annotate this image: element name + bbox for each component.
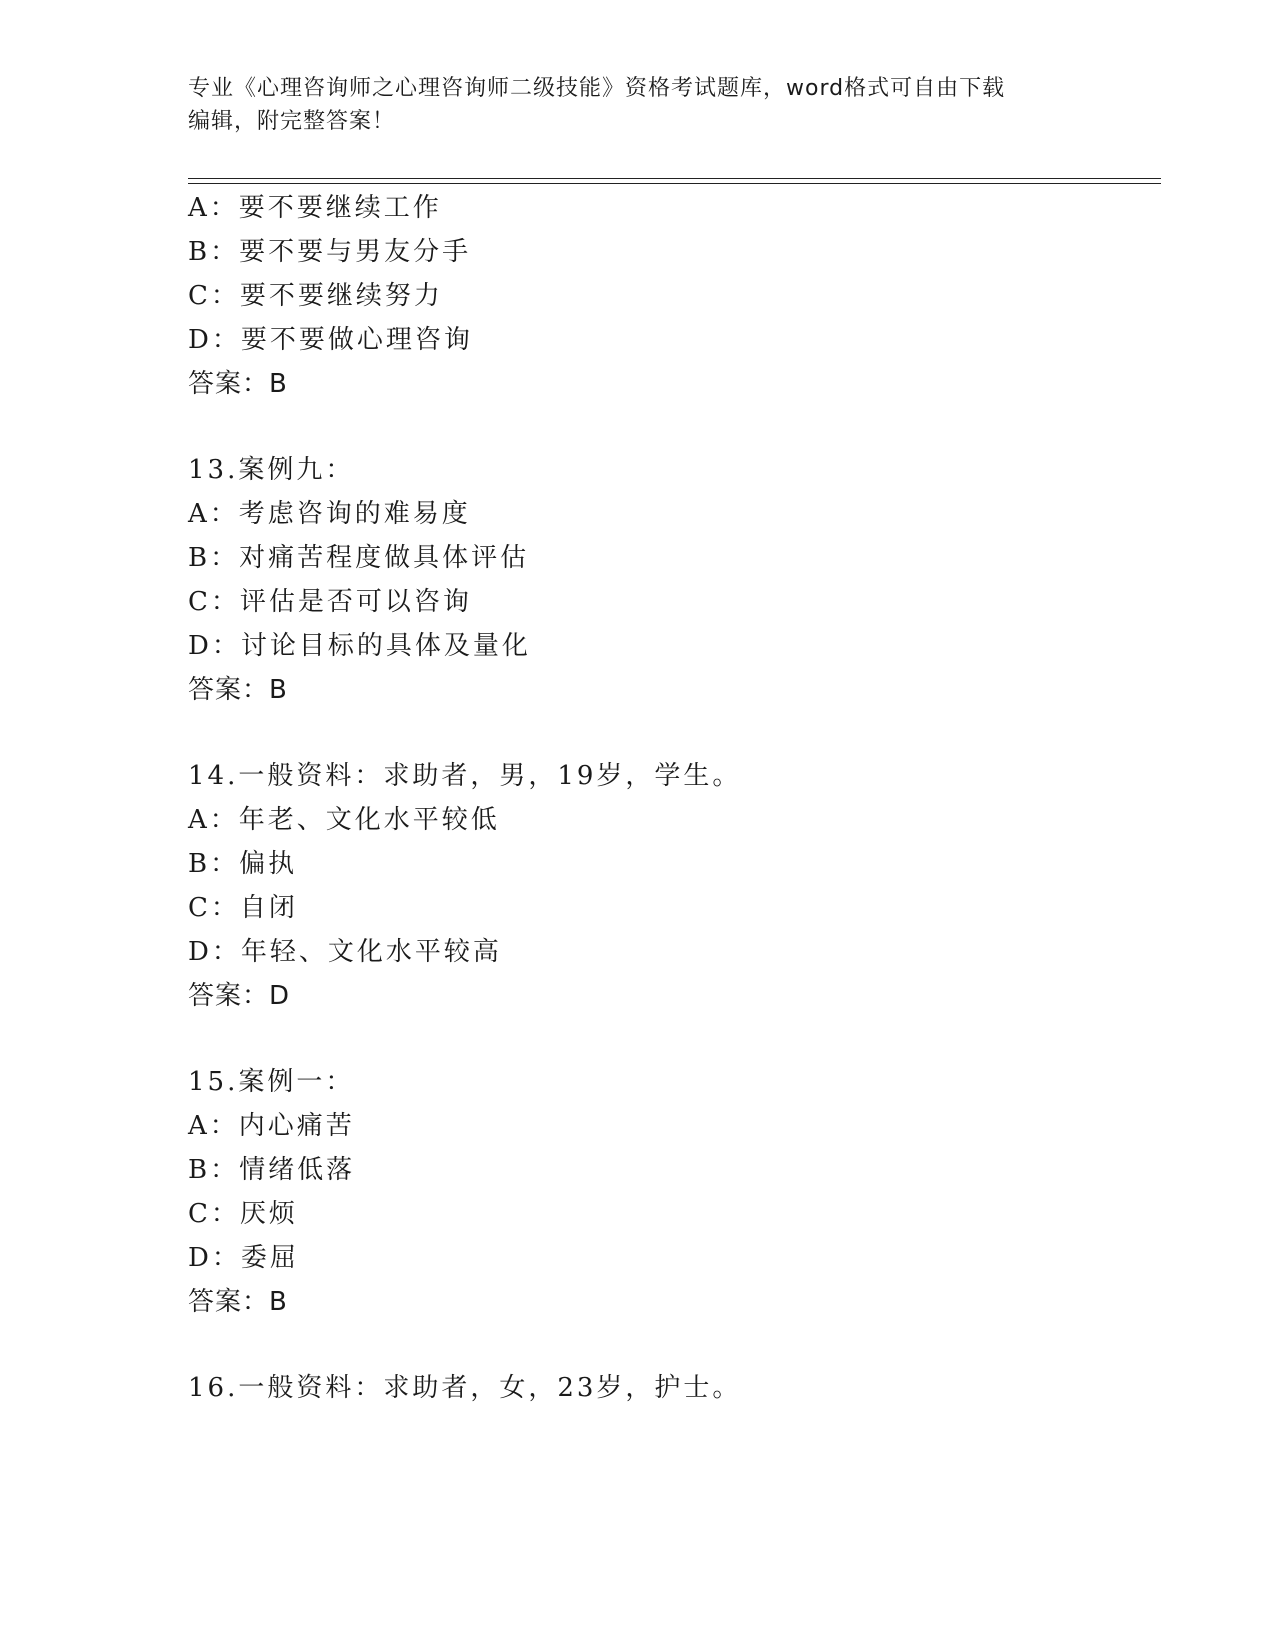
option-a: A：要不要继续工作 <box>188 193 442 223</box>
option-c: C：自闭 <box>188 893 298 923</box>
document-header <box>188 72 1088 138</box>
answer-line: 答案：B <box>188 1287 288 1317</box>
option-c: C：评估是否可以咨询 <box>188 587 472 617</box>
option-b: B：偏执 <box>188 849 298 879</box>
option-d: D：讨论目标的具体及量化 <box>188 631 531 661</box>
header-divider-bottom <box>188 183 1161 184</box>
option-b: B：情绪低落 <box>188 1155 356 1185</box>
option-a: A：年老、文化水平较低 <box>188 805 500 835</box>
header-line-2: 编辑，附完整答案！ <box>188 109 396 134</box>
answer-line: 答案：B <box>188 369 288 399</box>
question-title: 13.案例九： <box>188 455 355 485</box>
option-a: A：内心痛苦 <box>188 1111 355 1141</box>
question-title: 15.案例一： <box>188 1067 355 1097</box>
option-d: D：委屈 <box>188 1243 299 1273</box>
question-title: 14.一般资料：求助者，男，19岁，学生。 <box>188 761 742 791</box>
option-c: C：要不要继续努力 <box>188 281 443 311</box>
option-b: B：要不要与男友分手 <box>188 237 472 267</box>
question-title: 16.一般资料：求助者，女，23岁，护士。 <box>188 1373 742 1403</box>
option-d: D：年轻、文化水平较高 <box>188 937 502 967</box>
header-divider-top <box>188 178 1161 179</box>
answer-line: 答案：B <box>188 675 288 705</box>
option-b: B：对痛苦程度做具体评估 <box>188 543 530 573</box>
option-d: D：要不要做心理咨询 <box>188 325 473 355</box>
header-line-1: 专业《心理咨询师之心理咨询师二级技能》资格考试题库，word格式可自由下载 <box>188 76 1006 101</box>
answer-line: 答案：D <box>188 981 291 1011</box>
option-a: A：考虑咨询的难易度 <box>188 499 471 529</box>
option-c: C：厌烦 <box>188 1199 298 1229</box>
